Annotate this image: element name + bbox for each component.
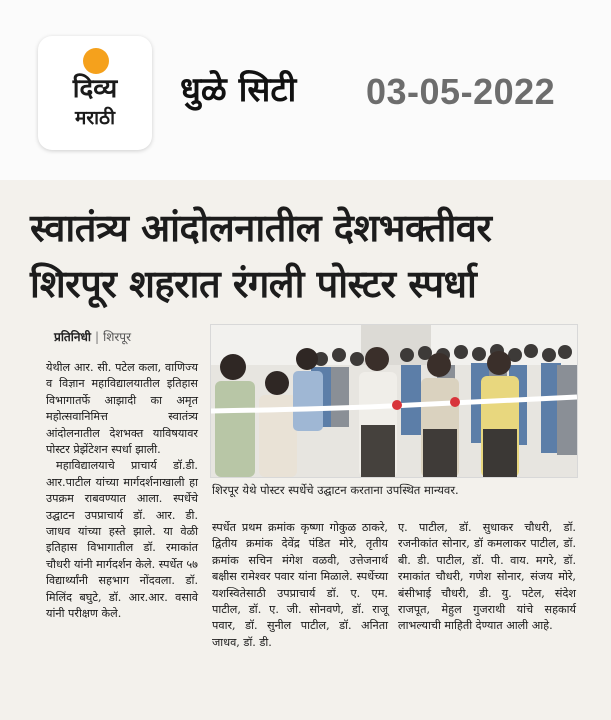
article-column-1 <box>46 360 198 623</box>
byline-author: प्रतिनिधी <box>54 330 92 344</box>
headline-line-1: स्वातंत्र्य आंदोलनातील देशभक्तीवर <box>30 206 492 250</box>
article-column-2 <box>212 520 388 651</box>
newspaper-clipping[interactable] <box>0 180 611 720</box>
divya-marathi-logo[interactable] <box>38 36 152 150</box>
col2-paragraph: स्पर्धेत प्रथम क्रमांक कृष्णा गोकुळ ठाकरे, द्वितीय क्रमांक देवेंद्र पंडित मोरे, तृतीय क्रमांक सचिन मंगेश वळवी, उत्तेजनार्थ बक्षीस रामेश्वर पवार यांना मिळाले. स्पर्धेच्या यशस्वितेसाठी उपप्राचार्य डॉ. ए. एम. पाटील, डॉ. ए. जी. सोनवणे, डॉ. राजू पवार, डॉ. सुनील पाटील, डॉ. अनिता जाधव, डॉ. डी. <box>212 521 388 649</box>
photo-caption: शिरपूर येथे पोस्टर स्पर्धेचे उद्घाटन करताना उपस्थित मान्यवर. <box>212 483 459 497</box>
article-column-3 <box>398 520 576 635</box>
byline-separator: | <box>95 330 100 344</box>
logo-sun-icon <box>83 48 109 74</box>
col1-paragraph-1: येथील आर. सी. पटेल कला, वाणिज्य व विज्ञान महाविद्यालयातील इतिहास विभागातर्फे आझादी का अमृत महोत्सवानिमित्त स्वातंत्र्य आंदोलनातील देशभक्त याविषयावर पोस्टर प्रेझेंटेशन स्पर्धा झाली. <box>46 361 198 457</box>
byline <box>54 328 131 345</box>
edition-city: धुळे सिटी <box>180 70 297 110</box>
col3-paragraph: ए. पाटील, डॉ. सुधाकर चौधरी, डॉ. रजनीकांत सोनार, डॉ कमलाकर पाटील, डॉ. बी. डी. पाटील, डॉ. पी. वाय. मगरे, डॉ. रमाकांत चौधरी, गणेश सोनार, संजय मोरे, बंसीभाई चौधरी, डी. यु. पटेल, संदेश राजपूत, मेहुल गुजराथी यांचे सहकार्य लाभल्याची माहिती देण्यात आली आहे. <box>398 521 576 633</box>
event-photo-illustration <box>211 325 577 477</box>
app-header <box>0 0 611 180</box>
byline-place: शिरपूर <box>103 330 131 344</box>
logo-text-line1: दिव्य <box>72 74 118 104</box>
event-photo <box>210 324 578 478</box>
logo-text-line2: मराठी <box>74 107 115 129</box>
headline-line-2: शिरपूर शहरात रंगली पोस्टर स्पर्धा <box>30 262 477 306</box>
edition-date: 03-05-2022 <box>366 71 556 112</box>
col1-paragraph-2: महाविद्यालयाचे प्राचार्य डॉ.डी. आर.पाटील यांच्या मार्गदर्शनाखाली हा उपक्रम राबवण्यात आला. स्पर्धेचे उद्घाटन उपप्राचार्य डॉ. आर. डी. जाधव यांच्या हस्ते झाले. या वेळी इतिहास विभागातील डॉ. रमाकांत चौधरी यांनी मार्गदर्शन केले. स्पर्धेत ५७ विद्यार्थ्यांनी सहभाग नोंदवला. डॉ. मिलिंद बघुटे, डॉ. आर.आर. वसावे यांनी परीक्षण केले. <box>46 459 198 621</box>
